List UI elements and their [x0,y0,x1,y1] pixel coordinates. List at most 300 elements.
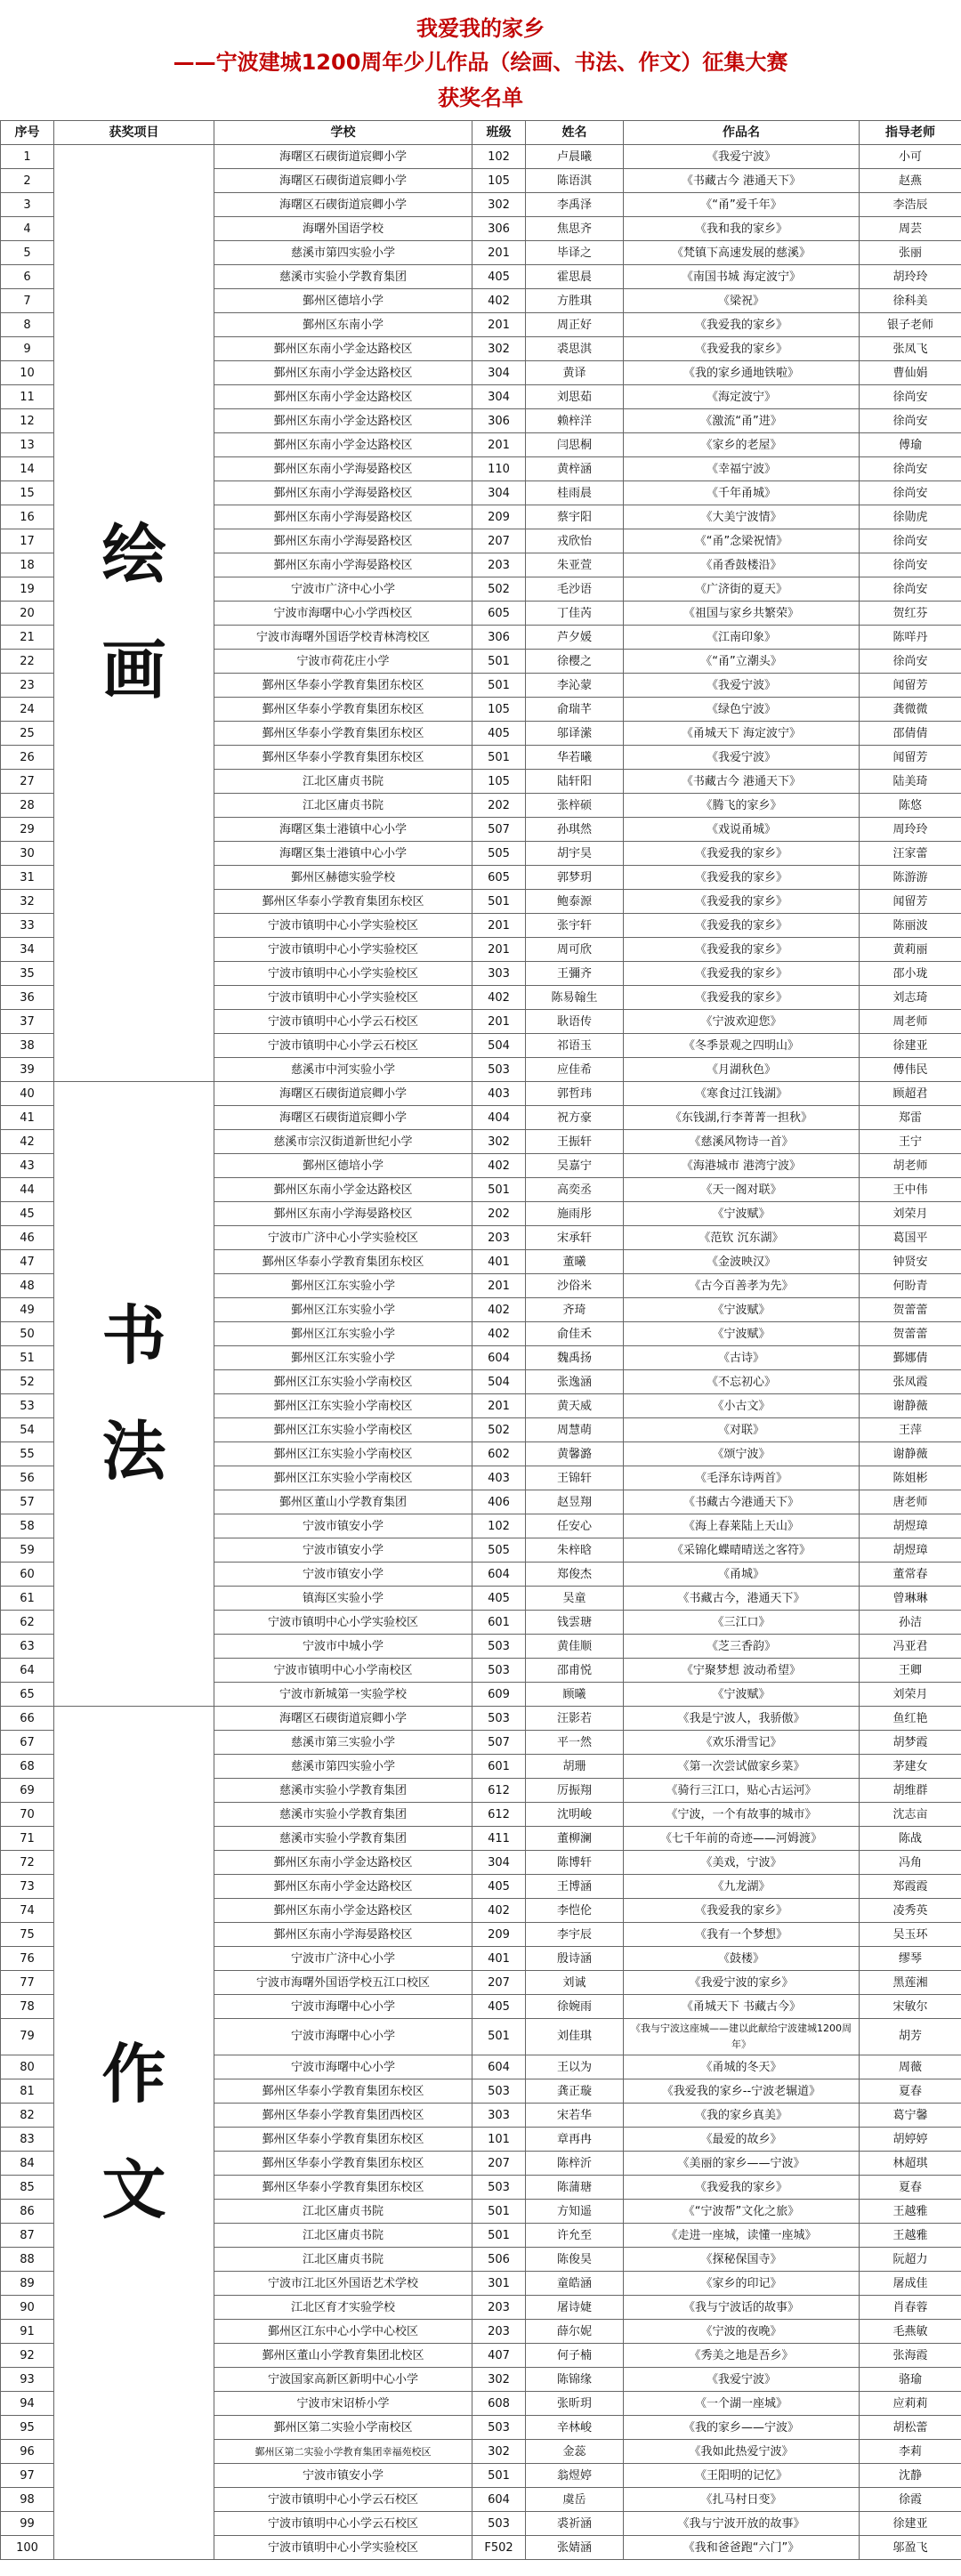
row-index: 84 [1,2152,54,2176]
row-index: 20 [1,602,54,626]
col-header-school: 学校 [214,121,472,145]
row-index: 58 [1,1514,54,1538]
teacher-cell: 董常春 [860,1563,961,1587]
teacher-cell: 曹仙娟 [860,361,961,385]
school-cell: 宁波市镇明中心小学实验校区 [214,914,472,938]
school-cell: 鄞州区德培小学 [214,289,472,313]
teacher-cell: 贺蕾蕾 [860,1322,961,1346]
row-index: 70 [1,1803,54,1827]
row-index: 59 [1,1538,54,1563]
student-name-cell: 徐樱之 [526,650,624,674]
teacher-cell: 徐尚安 [860,529,961,553]
student-name-cell: 耿语传 [526,1010,624,1034]
row-index: 14 [1,457,54,481]
student-name-cell: 李沁蒙 [526,674,624,698]
teacher-cell: 应莉莉 [860,2392,961,2416]
student-name-cell: 方知遥 [526,2200,624,2224]
school-cell: 江北区庸贞书院 [214,2200,472,2224]
award-category-cell [54,1082,214,1707]
school-cell: 慈溪市第四实验小学 [214,241,472,265]
class-cell: 406 [472,1490,526,1514]
class-cell: 303 [472,2104,526,2128]
student-name-cell: 齐琦 [526,1298,624,1322]
class-cell: 401 [472,1250,526,1274]
teacher-cell: 徐尚安 [860,650,961,674]
school-cell: 海曙区石碶街道宸卿小学 [214,1106,472,1130]
row-index: 88 [1,2248,54,2272]
school-cell: 鄞州区江东实验小学南校区 [214,1466,472,1490]
award-category-cell [54,1707,214,2560]
award-table [0,120,961,2560]
student-name-cell: 魏禹扬 [526,1346,624,1370]
teacher-cell: 黑莲湘 [860,1971,961,1995]
work-title-cell: 《幸福宁波》 [624,457,860,481]
table-row [1,1082,961,1106]
row-index: 26 [1,746,54,770]
work-title-cell: 《我与宁波话的故事》 [624,2296,860,2320]
teacher-cell: 陈游游 [860,866,961,890]
row-index: 48 [1,1274,54,1298]
class-cell: 505 [472,1538,526,1563]
student-name-cell: 辛林峻 [526,2416,624,2440]
row-index: 10 [1,361,54,385]
row-index: 3 [1,193,54,217]
student-name-cell: 蔡宇阳 [526,505,624,529]
student-name-cell: 俞瑞芊 [526,698,624,722]
school-cell: 宁波市海曙外国语学校五江口校区 [214,1971,472,1995]
teacher-cell: 邵倩倩 [860,722,961,746]
row-index: 54 [1,1418,54,1442]
school-cell: 鄞州区华泰小学教育集团东校区 [214,2152,472,2176]
teacher-cell: 王萍 [860,1418,961,1442]
row-index: 42 [1,1130,54,1154]
student-name-cell: 童皓涵 [526,2272,624,2296]
class-cell: 504 [472,1370,526,1394]
work-title-cell: 《梵镇下高速发展的慈溪》 [624,241,860,265]
school-cell: 鄞州区赫德实验学校 [214,866,472,890]
student-name-cell: 顾曦 [526,1683,624,1707]
school-cell: 鄞州区华泰小学教育集团东校区 [214,2128,472,2152]
school-cell: 鄞州区江东实验小学 [214,1346,472,1370]
row-index: 57 [1,1490,54,1514]
teacher-cell: 沈志亩 [860,1803,961,1827]
class-cell: 101 [472,2128,526,2152]
row-index: 8 [1,313,54,337]
work-title-cell: 《书藏古今 港通天下》 [624,169,860,193]
class-cell: 504 [472,1034,526,1058]
student-name-cell: 黄梓涵 [526,457,624,481]
class-cell: 209 [472,1923,526,1947]
class-cell: 105 [472,770,526,794]
student-name-cell: 金蕊 [526,2440,624,2464]
school-cell: 宁波市镇安小学 [214,1538,472,1563]
row-index: 24 [1,698,54,722]
school-cell: 宁波市镇明中心小学云石校区 [214,2488,472,2512]
work-title-cell: 《我爱我的家乡》 [624,1899,860,1923]
school-cell: 宁波市宋诏桥小学 [214,2392,472,2416]
school-cell: 宁波市江北区外国语艺术学校 [214,2272,472,2296]
school-cell: 宁波市镇明中心小学云石校区 [214,1010,472,1034]
table-row [1,145,961,169]
work-title-cell: 《海定波宁》 [624,385,860,409]
class-cell: 605 [472,866,526,890]
school-cell: 鄞州区东南小学金达路校区 [214,337,472,361]
student-name-cell: 陈语淇 [526,169,624,193]
row-index: 69 [1,1779,54,1803]
student-name-cell: 王彌齐 [526,962,624,986]
student-name-cell: 陆轩阳 [526,770,624,794]
class-cell: 403 [472,1082,526,1106]
work-title-cell: 《我爱我的家乡》 [624,313,860,337]
row-index: 60 [1,1563,54,1587]
teacher-cell: 茅建女 [860,1755,961,1779]
row-index: 95 [1,2416,54,2440]
class-cell: 601 [472,1611,526,1635]
work-title-cell: 《宁波，一个有故事的城市》 [624,1803,860,1827]
teacher-cell: 鱼红艳 [860,1707,961,1731]
row-index: 68 [1,1755,54,1779]
class-cell: 302 [472,337,526,361]
row-index: 40 [1,1082,54,1106]
school-cell: 鄞州区东南小学 [214,313,472,337]
school-cell: 慈溪市第三实验小学 [214,1731,472,1755]
teacher-cell: 胡维群 [860,1779,961,1803]
school-cell: 鄞州区东南小学海晏路校区 [214,457,472,481]
class-cell: 405 [472,1587,526,1611]
teacher-cell: 郑霞霞 [860,1875,961,1899]
work-title-cell: 《书藏古今港通天下》 [624,1490,860,1514]
class-cell: 306 [472,217,526,241]
school-cell: 宁波市海曙中心小学 [214,2019,472,2055]
class-cell: 302 [472,1130,526,1154]
teacher-cell: 小可 [860,145,961,169]
table-row [1,1707,961,1731]
teacher-cell: 王越雅 [860,2200,961,2224]
teacher-cell: 王卿 [860,1659,961,1683]
work-title-cell: 《海港城市 港湾宁波》 [624,1154,860,1178]
student-name-cell: 应佳希 [526,1058,624,1082]
row-index: 100 [1,2536,54,2560]
col-header-class: 班级 [472,121,526,145]
row-index: 25 [1,722,54,746]
row-index: 12 [1,409,54,433]
work-title-cell: 《广济街的夏天》 [624,577,860,602]
student-name-cell: 朱亚萱 [526,553,624,577]
school-cell: 鄞州区华泰小学教育集团东校区 [214,674,472,698]
teacher-cell: 肖春蓉 [860,2296,961,2320]
work-title-cell: 《走进一座城，读懂一座城》 [624,2224,860,2248]
work-title-cell: 《江南印象》 [624,626,860,650]
teacher-cell: 林超琪 [860,2152,961,2176]
class-cell: 202 [472,794,526,818]
school-cell: 江北区庸贞书院 [214,770,472,794]
student-name-cell: 宋承轩 [526,1226,624,1250]
school-cell: 海曙区石碶街道宸卿小学 [214,1707,472,1731]
work-title-cell: 《骑行三江口，贴心古运河》 [624,1779,860,1803]
class-cell: 402 [472,1298,526,1322]
table-body [1,145,961,2560]
school-cell: 宁波市海曙中心小学 [214,2055,472,2079]
teacher-cell: 王中伟 [860,1178,961,1202]
class-cell: 608 [472,2392,526,2416]
student-name-cell: 俞佳禾 [526,1322,624,1346]
student-name-cell: 殷诗涵 [526,1947,624,1971]
work-title-cell: 《我爱宁波的家乡》 [624,1971,860,1995]
student-name-cell: 赵昱翔 [526,1490,624,1514]
teacher-cell: 鄞娜倩 [860,1346,961,1370]
school-cell: 慈溪市实验小学教育集团 [214,1827,472,1851]
class-cell: 604 [472,2055,526,2079]
work-title-cell: 《绿色宁波》 [624,698,860,722]
school-cell: 海曙区石碶街道宸卿小学 [214,145,472,169]
row-index: 61 [1,1587,54,1611]
student-name-cell: 张宇轩 [526,914,624,938]
teacher-cell: 顾超君 [860,1082,961,1106]
teacher-cell: 周薇 [860,2055,961,2079]
work-title-cell: 《甬城天下 海定波宁》 [624,722,860,746]
teacher-cell: 冯角 [860,1851,961,1875]
work-title-cell: 《“宁波帮”文化之旅》 [624,2200,860,2224]
school-cell: 鄞州区江东实验小学南校区 [214,1370,472,1394]
school-cell: 鄞州区东南小学金达路校区 [214,1178,472,1202]
work-title-cell: 《我爱我的家乡》 [624,842,860,866]
student-name-cell: 黄馨潞 [526,1442,624,1466]
school-cell: 鄞州区华泰小学教育集团东校区 [214,2079,472,2104]
school-cell: 鄞州区江东实验小学南校区 [214,1394,472,1418]
class-cell: 505 [472,842,526,866]
student-name-cell: 黄译 [526,361,624,385]
student-name-cell: 屠诗婕 [526,2296,624,2320]
school-cell: 宁波市新城第一实验学校 [214,1683,472,1707]
student-name-cell: 芦夕媛 [526,626,624,650]
row-index: 29 [1,818,54,842]
row-index: 39 [1,1058,54,1082]
school-cell: 宁波市广济中心小学实验校区 [214,1226,472,1250]
class-cell: 203 [472,1226,526,1250]
work-title-cell: 《书藏古今，港通天下》 [624,1587,860,1611]
class-cell: 306 [472,409,526,433]
teacher-cell: 陈战 [860,1827,961,1851]
row-index: 51 [1,1346,54,1370]
class-cell: 404 [472,1106,526,1130]
row-index: 66 [1,1707,54,1731]
teacher-cell: 孙洁 [860,1611,961,1635]
student-name-cell: 周慧萌 [526,1418,624,1442]
row-index: 45 [1,1202,54,1226]
table-header-row [1,121,961,145]
row-index: 82 [1,2104,54,2128]
student-name-cell: 华若曦 [526,746,624,770]
student-name-cell: 刘思茹 [526,385,624,409]
school-cell: 慈溪市实验小学教育集团 [214,265,472,289]
class-cell: 405 [472,722,526,746]
class-cell: 501 [472,674,526,698]
teacher-cell: 凌秀英 [860,1899,961,1923]
work-title-cell: 《一个湖一座城》 [624,2392,860,2416]
student-name-cell: 毛沙语 [526,577,624,602]
class-cell: 201 [472,1394,526,1418]
work-title-cell: 《我爱宁波》 [624,145,860,169]
teacher-cell: 胡婷婷 [860,2128,961,2152]
school-cell: 海曙区集士港镇中心小学 [214,842,472,866]
student-name-cell: 祝方豪 [526,1106,624,1130]
class-cell: 201 [472,938,526,962]
row-index: 99 [1,2512,54,2536]
student-name-cell: 孙琪然 [526,818,624,842]
work-title-cell: 《小古文》 [624,1394,860,1418]
school-cell: 海曙区石碶街道宸卿小学 [214,193,472,217]
work-title-cell: 《我有一个梦想》 [624,1923,860,1947]
row-index: 23 [1,674,54,698]
class-cell: 501 [472,650,526,674]
school-cell: 鄞州区东南小学金达路校区 [214,1875,472,1899]
work-title-cell: 《戏说甬城》 [624,818,860,842]
teacher-cell: 胡玲玲 [860,265,961,289]
teacher-cell: 阮超力 [860,2248,961,2272]
work-title-cell: 《美丽的家乡——宁波》 [624,2152,860,2176]
school-cell: 海曙区石碶街道宸卿小学 [214,1082,472,1106]
teacher-cell: 徐尚安 [860,553,961,577]
work-title-cell: 《我爱我的家乡--宁波老辗道》 [624,2079,860,2104]
teacher-cell: 葛宁馨 [860,2104,961,2128]
teacher-cell: 徐尚安 [860,577,961,602]
row-index: 67 [1,1731,54,1755]
work-title-cell: 《美戏，宁波》 [624,1851,860,1875]
row-index: 38 [1,1034,54,1058]
student-name-cell: 黄佳顺 [526,1635,624,1659]
teacher-cell: 葛国平 [860,1226,961,1250]
school-cell: 海曙区集士港镇中心小学 [214,818,472,842]
school-cell: 鄞州区东南小学海晏路校区 [214,1202,472,1226]
student-name-cell: 刘诚 [526,1971,624,1995]
school-cell: 江北区育才实验学校 [214,2296,472,2320]
col-header-index: 序号 [1,121,54,145]
class-cell: 201 [472,914,526,938]
work-title-cell: 《家乡的印记》 [624,2272,860,2296]
work-title-cell: 《宁聚梦想 波动希望》 [624,1659,860,1683]
student-name-cell: 许允至 [526,2224,624,2248]
work-title-cell: 《我爱我的家乡》 [624,2176,860,2200]
teacher-cell: 刘荣月 [860,1202,961,1226]
student-name-cell: 虞岳 [526,2488,624,2512]
work-title-cell: 《甬城天下 书藏古今》 [624,1995,860,2019]
work-title-cell: 《我的家乡真美》 [624,2104,860,2128]
school-cell: 鄞州区董山小学教育集团北校区 [214,2344,472,2368]
row-index: 89 [1,2272,54,2296]
student-name-cell: 何子楠 [526,2344,624,2368]
class-cell: 110 [472,457,526,481]
row-index: 93 [1,2368,54,2392]
class-cell: 402 [472,986,526,1010]
school-cell: 鄞州区华泰小学教育集团西校区 [214,2104,472,2128]
class-cell: 601 [472,1755,526,1779]
row-index: 5 [1,241,54,265]
school-cell: 鄞州区东南小学海晏路校区 [214,481,472,505]
row-index: 46 [1,1226,54,1250]
school-cell: 鄞州区华泰小学教育集团东校区 [214,722,472,746]
class-cell: 507 [472,818,526,842]
class-cell: 402 [472,1899,526,1923]
row-index: 32 [1,890,54,914]
teacher-cell: 贺蕾蕾 [860,1298,961,1322]
class-cell: 202 [472,1202,526,1226]
teacher-cell: 王越雅 [860,2224,961,2248]
row-index: 87 [1,2224,54,2248]
work-title-cell: 《天一阁对联》 [624,1178,860,1202]
teacher-cell: 汪家蕾 [860,842,961,866]
work-title-cell: 《宁波赋》 [624,1683,860,1707]
work-title-cell: 《我爱我的家乡》 [624,986,860,1010]
school-cell: 鄞州区华泰小学教育集团东校区 [214,746,472,770]
class-cell: 503 [472,1058,526,1082]
work-title-cell: 《采锦化蝶晴晴送之客符》 [624,1538,860,1563]
school-cell: 鄞州区江东实验小学南校区 [214,1442,472,1466]
work-title-cell: 《宁波赋》 [624,1322,860,1346]
row-index: 65 [1,1683,54,1707]
row-index: 21 [1,626,54,650]
row-index: 43 [1,1154,54,1178]
work-title-cell: 《我爱我的家乡》 [624,890,860,914]
row-index: 31 [1,866,54,890]
teacher-cell: 胡煜璋 [860,1538,961,1563]
student-name-cell: 郭梦玥 [526,866,624,890]
teacher-cell: 缪琴 [860,1947,961,1971]
student-name-cell: 郭哲玮 [526,1082,624,1106]
teacher-cell: 郑雷 [860,1106,961,1130]
student-name-cell: 戎欣怡 [526,529,624,553]
teacher-cell: 张凤飞 [860,337,961,361]
school-cell: 宁波市镇安小学 [214,1514,472,1538]
award-category-char: 法 [101,1413,166,1489]
class-cell: 402 [472,1154,526,1178]
teacher-cell: 陈丽波 [860,914,961,938]
student-name-cell: 陈俊昊 [526,2248,624,2272]
school-cell: 鄞州区东南小学海晏路校区 [214,529,472,553]
class-cell: 403 [472,1466,526,1490]
row-index: 47 [1,1250,54,1274]
class-cell: 207 [472,529,526,553]
work-title-cell: 《最爱的故乡》 [624,2128,860,2152]
work-title-cell: 《我爱我的家乡》 [624,914,860,938]
class-cell: 209 [472,505,526,529]
work-title-cell: 《欢乐滑雪记》 [624,1731,860,1755]
work-title-cell: 《三江口》 [624,1611,860,1635]
col-header-name: 姓名 [526,121,624,145]
student-name-cell: 卢晨曦 [526,145,624,169]
class-cell: F502 [472,2536,526,2560]
school-cell: 鄞州区东南小学金达路校区 [214,1899,472,1923]
school-cell: 宁波市镇明中心小学实验校区 [214,1611,472,1635]
student-name-cell: 宋若华 [526,2104,624,2128]
class-cell: 506 [472,2248,526,2272]
school-cell: 鄞州区东南小学海晏路校区 [214,1923,472,1947]
class-cell: 407 [472,2344,526,2368]
class-cell: 203 [472,2320,526,2344]
col-header-category: 获奖项目 [54,121,214,145]
student-name-cell: 吴嘉宁 [526,1154,624,1178]
student-name-cell: 董曦 [526,1250,624,1274]
work-title-cell: 《毛泽东诗两首》 [624,1466,860,1490]
class-cell: 503 [472,2416,526,2440]
class-cell: 503 [472,1659,526,1683]
work-title-cell: 《我爱宁波》 [624,2368,860,2392]
class-cell: 503 [472,1707,526,1731]
student-name-cell: 朱梓晗 [526,1538,624,1563]
work-title-cell: 《寒食过江钱湖》 [624,1082,860,1106]
row-index: 53 [1,1394,54,1418]
class-cell: 203 [472,2296,526,2320]
student-name-cell: 王锦轩 [526,1466,624,1490]
